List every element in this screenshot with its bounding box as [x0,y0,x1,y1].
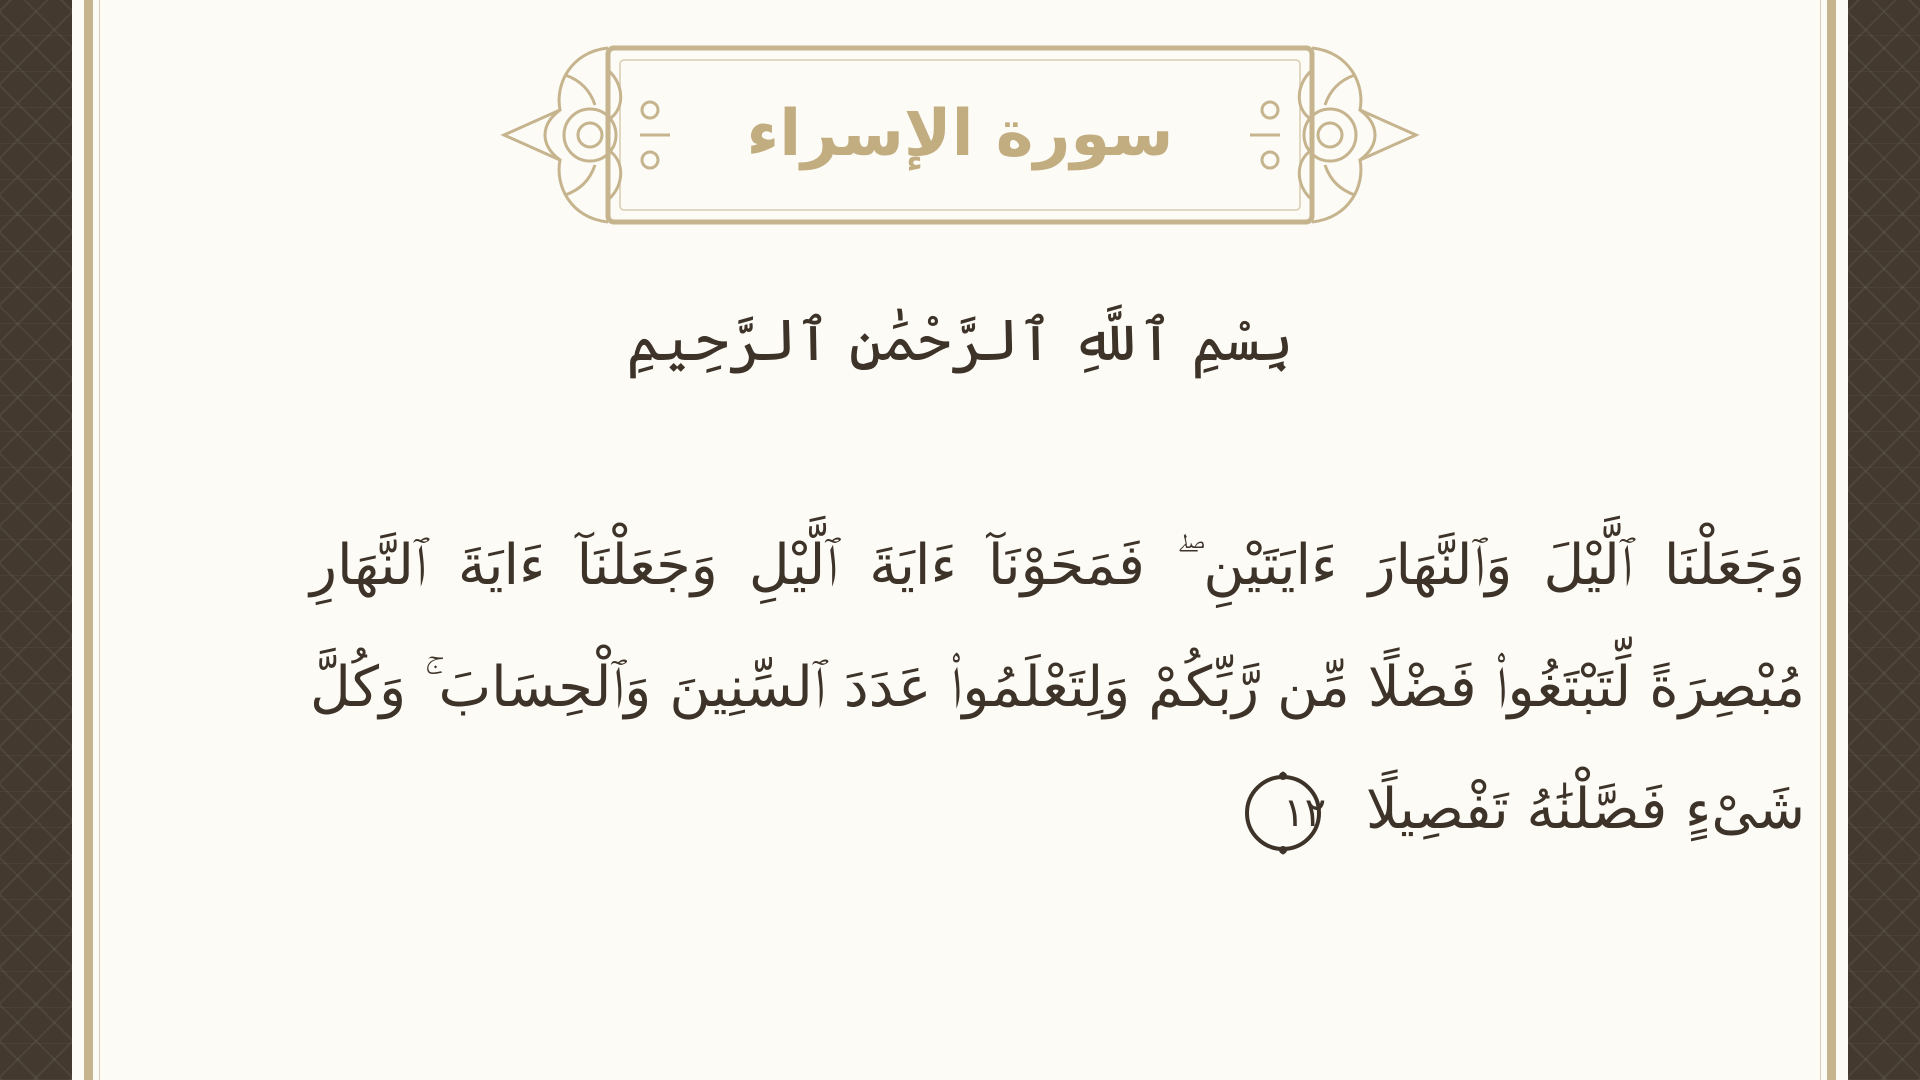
right-gold-border [1827,0,1836,1080]
right-inner-border [1820,0,1821,1080]
surah-name: سورة الإسراء [746,97,1174,171]
basmala-calligraphy: بِسْمِ ٱللَّهِ ٱلرَّحْمَٰنِ ٱلرَّحِيمِ [626,306,1294,374]
ayah-text-block [310,505,1805,871]
right-ornament-strip [1848,0,1920,1080]
left-inner-border [99,0,100,1080]
ayah-end-marker [1240,770,1326,856]
surah-title-banner [500,40,1420,230]
ayah-text: وَجَعَلْنَا ٱلَّيْلَ وَٱلنَّهَارَ ءَايَتَيْنِ ۖ فَمَحَوْنَآ ءَايَةَ ٱلَّيْلِ وَجَعَلْنَآ ءَايَةَ ٱلنَّهَارِ مُبْصِرَةً لِّتَبْتَغُوا۟ فَضْلًا مِّن رَّبِّكُمْ وَلِتَعْلَمُوا۟ عَدَدَ ٱلسِّنِينَ وَٱلْحِسَابَ ۚ وَكُلَّ شَىْءٍ فَصَّلْنَٰهُ تَفْصِيلًا [310,533,1805,842]
ayah-number: ١٢ [1283,789,1327,836]
left-gold-border [84,0,93,1080]
left-ornament-strip [0,0,72,1080]
